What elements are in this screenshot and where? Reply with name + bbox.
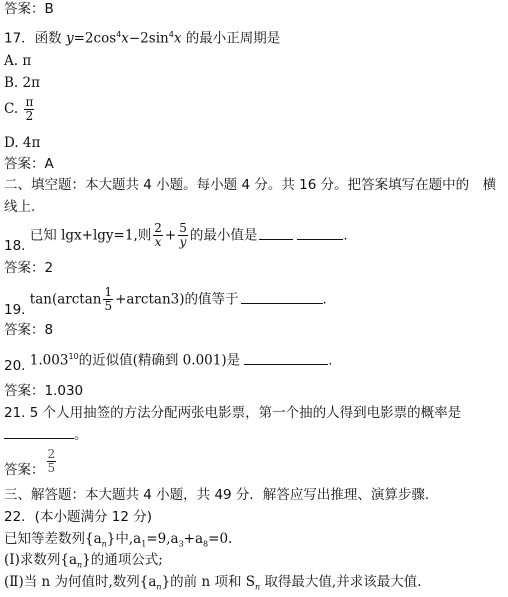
q17-option-a: A. π xyxy=(4,53,32,69)
q17-minus: −2sin xyxy=(128,30,169,47)
q21-end: 。 xyxy=(74,427,88,443)
q21-answer-blank xyxy=(4,426,74,439)
q17-option-c xyxy=(4,96,36,123)
q19-end: . xyxy=(322,291,327,308)
q18-fraction-2 xyxy=(178,222,188,249)
q19-stem xyxy=(4,285,327,318)
section2-line2: 线上. xyxy=(4,199,36,215)
q19-number: 19. xyxy=(4,301,26,318)
q17-option-c-label: C. xyxy=(4,101,19,117)
q18-end: . xyxy=(343,227,348,244)
q20-stem xyxy=(4,348,333,374)
q19-stem-b: +arctan3)的值等于 xyxy=(115,291,239,308)
q18-number: 18. xyxy=(4,237,26,254)
q17-option-b: B. 2π xyxy=(4,75,40,91)
q20-end: . xyxy=(328,352,333,369)
q22-stem-c: =9,a xyxy=(146,531,179,547)
q18-plus: + xyxy=(164,227,177,244)
q19-answer-blank xyxy=(241,291,323,304)
q18-answer: 答案：2 xyxy=(4,260,54,276)
q17-exp2: 4 xyxy=(168,30,174,39)
q17-option-d: D. 4π xyxy=(4,135,41,151)
q19-answer: 答案：8 xyxy=(4,322,54,338)
q22-part1-b: }的通项公式; xyxy=(82,552,163,568)
q18-f1-num: 2 xyxy=(154,221,162,235)
q17-x1: x xyxy=(121,30,129,47)
q22-sub-3: 3 xyxy=(178,539,184,549)
q22-part1-sub: n xyxy=(77,560,83,570)
q17-x2: x xyxy=(173,30,182,47)
q22-stem-a: 已知等差数列{a xyxy=(4,531,102,547)
q22-part2 xyxy=(4,573,422,597)
q20-answer: 答案：1.030 xyxy=(4,383,84,399)
q16-answer: 答案：B xyxy=(4,1,54,17)
q18-stem xyxy=(4,221,348,254)
q21-ans-num: 2 xyxy=(47,447,56,461)
q22-part2-a: (Ⅱ)当 n 为何值时,数列{a xyxy=(4,574,157,590)
section3-line1: 三、解答题：本大题共 4 小题，共 49 分．解答应写出推理、演算步骤. xyxy=(4,487,430,503)
q21-line1: 21. 5 个人用抽签的方法分配两张电影票，第一个抽的人得到电影票的概率是 xyxy=(4,405,462,421)
q18-f2-num: 5 xyxy=(179,221,187,235)
q22-sub-1: 1 xyxy=(141,539,147,549)
q20-answer-blank xyxy=(244,352,328,365)
q22-stem-e: =0. xyxy=(208,531,233,547)
q21-answer-label: 答案： xyxy=(4,461,45,478)
q21-line2 xyxy=(4,426,88,444)
q17-mid: =2cos xyxy=(73,30,117,47)
q19-stem-a: tan(arctan xyxy=(29,291,102,308)
q17-exp1: 4 xyxy=(116,30,122,39)
q19-f-den: 5 xyxy=(104,299,113,313)
q17-number: 17． xyxy=(4,30,35,47)
q22-stem-d: +a xyxy=(183,531,204,547)
q21-ans-den: 5 xyxy=(47,461,56,475)
q22-part1-a: (Ⅰ)求数列{a xyxy=(4,552,78,568)
q22-sub-n: n xyxy=(101,539,107,549)
q20-base: 1.003 xyxy=(29,352,69,369)
q17-option-c-fraction xyxy=(24,96,34,123)
q18-fraction-1 xyxy=(153,222,163,249)
q19-fraction xyxy=(103,286,113,313)
q22-sub-8: 8 xyxy=(203,539,209,549)
q22-part2-sub: n xyxy=(156,582,162,592)
q22-part2-b: }的前 n 项和 S xyxy=(161,574,255,590)
q22-part2-sub2: n xyxy=(254,582,261,592)
q17-stem-b: 的最小正周期是 xyxy=(181,30,281,47)
q22-part2-c: 取得最大值,并求该最大值. xyxy=(260,574,422,590)
q18-f2-den: y xyxy=(179,235,187,249)
q17-option-c-num: π xyxy=(25,95,34,109)
q18-answer-blank-1 xyxy=(259,227,293,240)
q20-text: 的近似值(精确到 0.001)是 xyxy=(78,352,241,369)
q20-exp: 10 xyxy=(68,352,79,361)
q17-stem xyxy=(4,26,280,48)
q21-answer xyxy=(4,447,58,478)
q18-f1-den: x xyxy=(154,235,162,249)
q18-stem-a: 已知 lgx+lgy=1,则 xyxy=(29,227,152,244)
q22-header: 22．(本小题满分 12 分) xyxy=(4,509,152,525)
q19-f-num: 1 xyxy=(104,285,113,299)
q22-part1 xyxy=(4,551,163,575)
q17-y: y xyxy=(65,30,74,47)
q18-answer-blank-2 xyxy=(297,227,343,240)
q20-number: 20. xyxy=(4,357,26,374)
q17-option-c-den: 2 xyxy=(25,109,34,123)
q18-stem-b: 的最小值是 xyxy=(189,227,258,244)
section2-line1: 二、填空题：本大题共 4 小题。每小题 4 分。共 16 分。把答案填写在题中的 横 xyxy=(4,177,497,193)
q17-stem-a: 函数 xyxy=(34,30,66,47)
q17-answer: 答案：A xyxy=(4,156,54,172)
q22-stem-b: }中,a xyxy=(106,531,142,547)
q21-answer-fraction xyxy=(47,448,57,475)
